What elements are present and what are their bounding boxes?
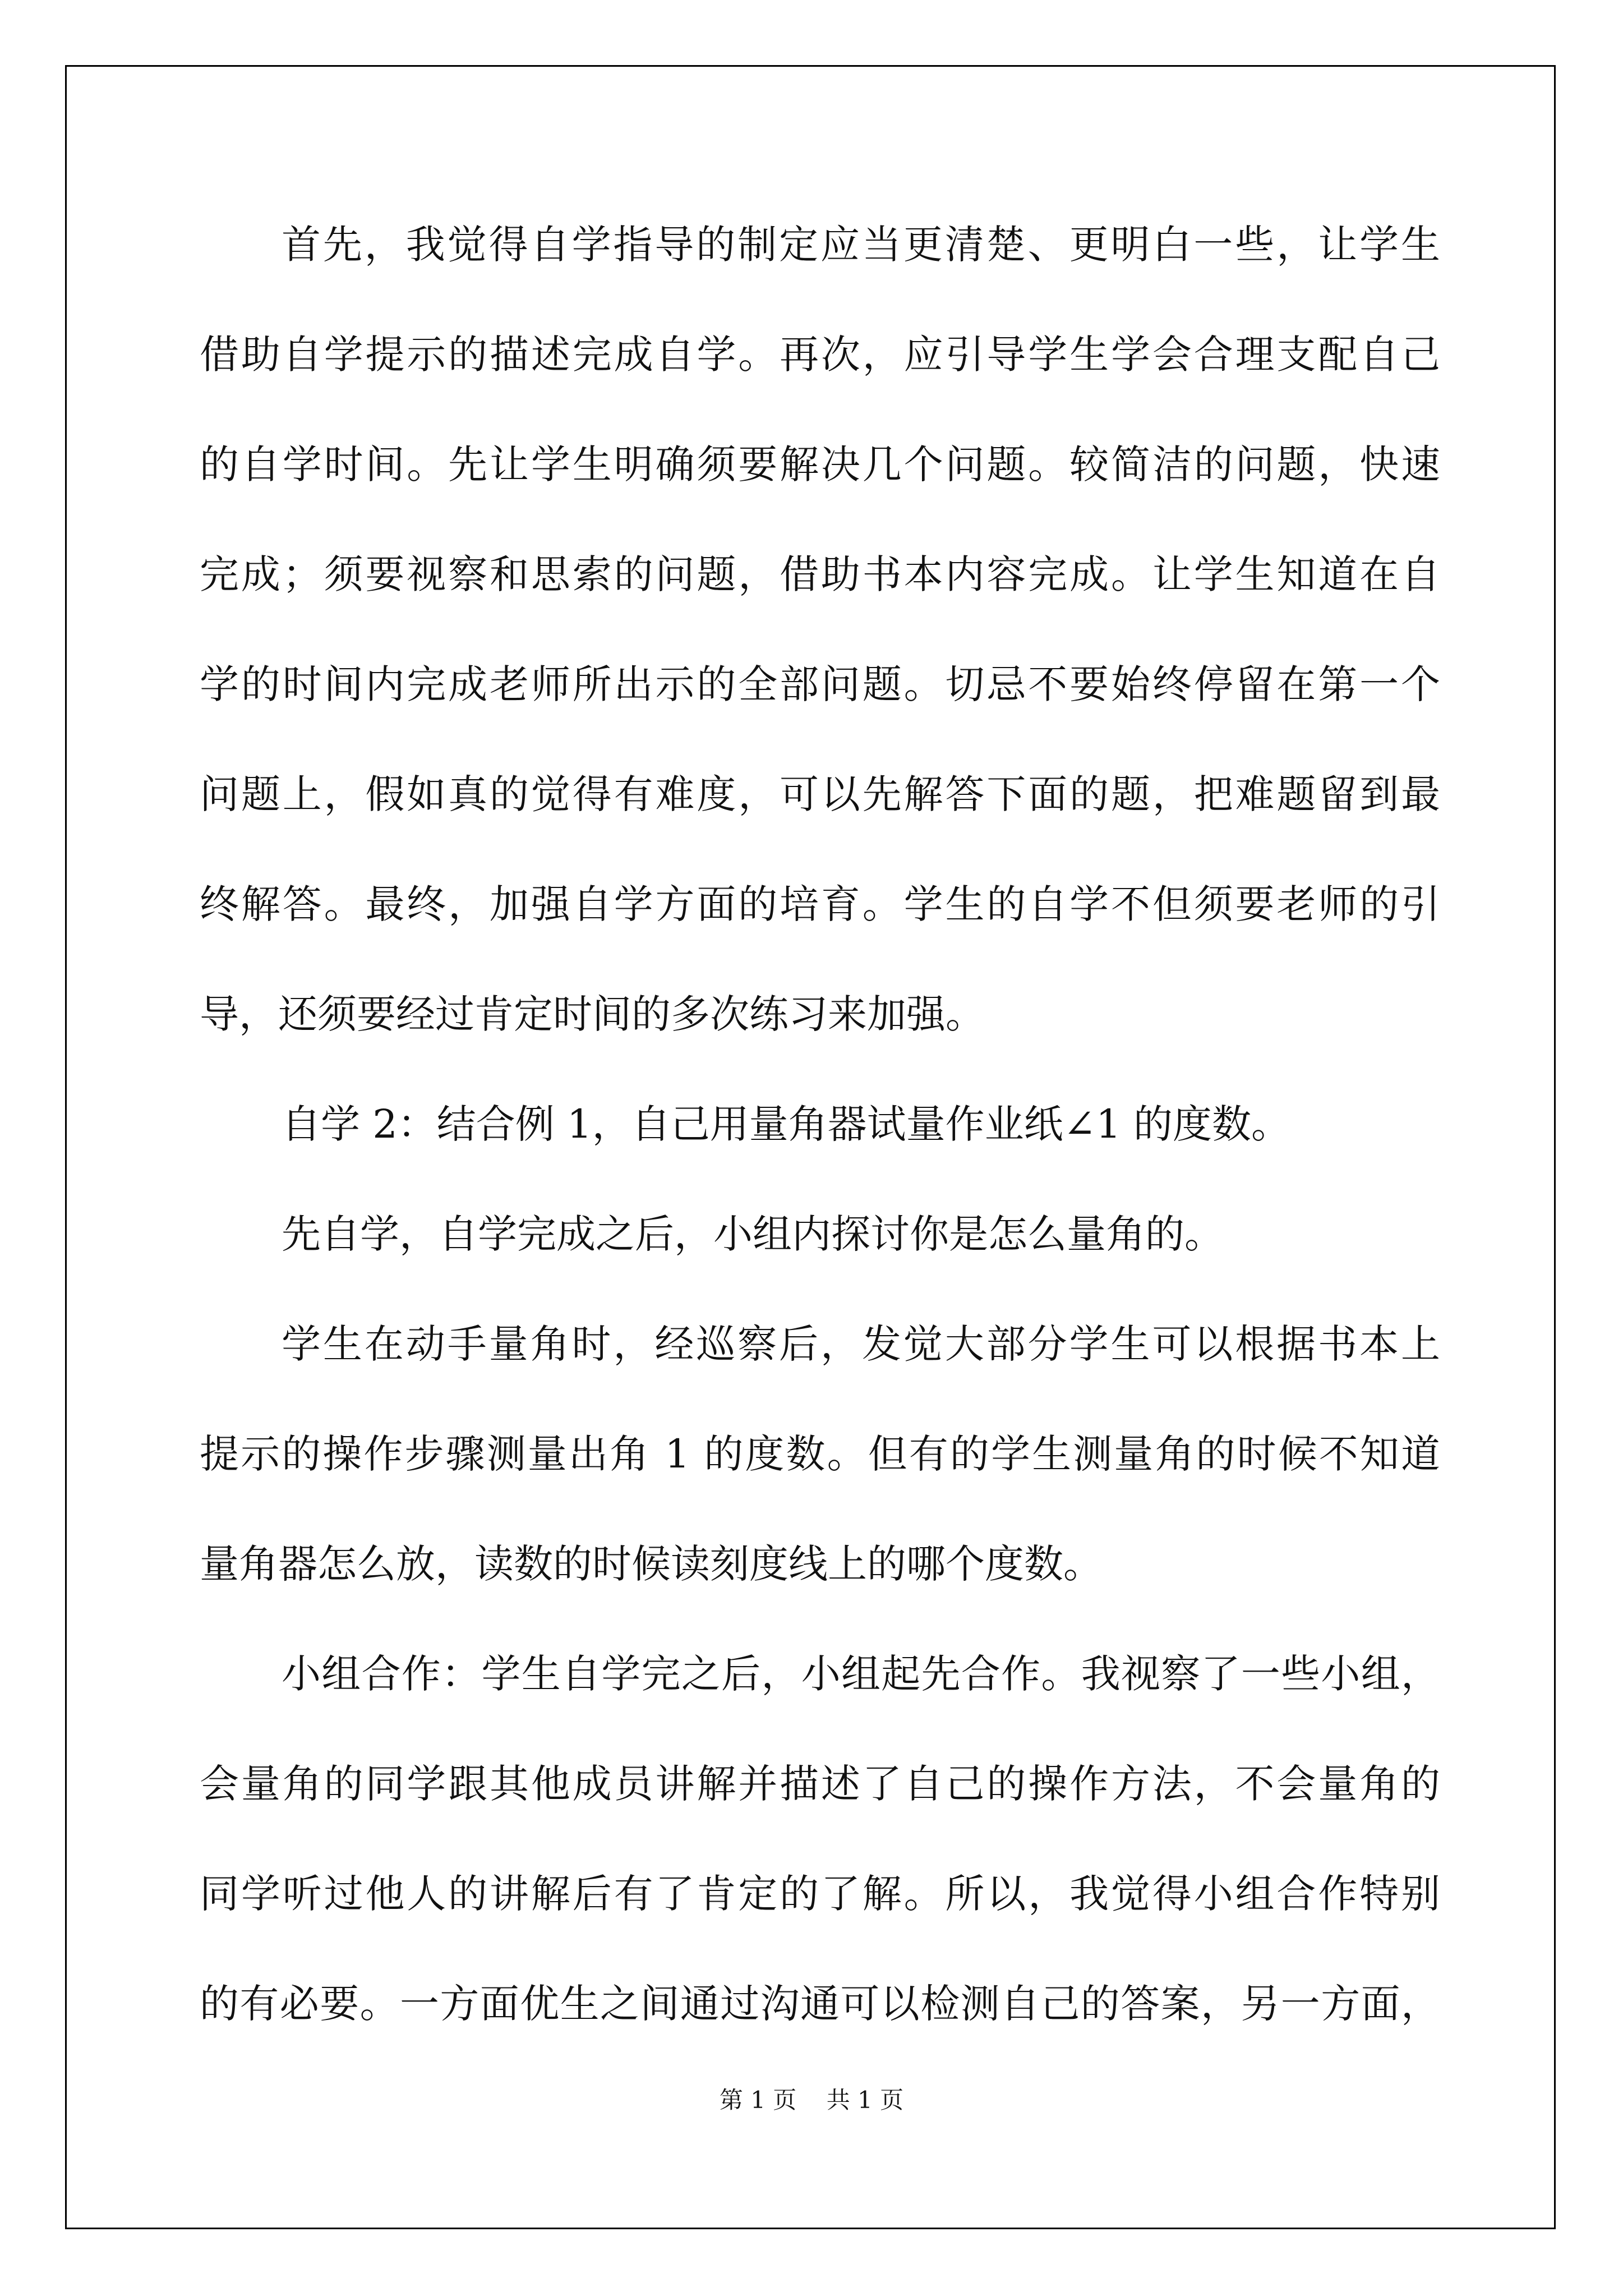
paragraph-line: 的有必要。一方面优生之间通过沟通可以检测自己的答案，另一方面， xyxy=(200,1981,1440,2027)
paragraph-line: 提示的操作步骤测量出角 1 的度数。但有的学生测量角的时候不知道 xyxy=(200,1431,1440,1477)
paragraph-line: 完成；须要视察和思索的问题，借助书本内容完成。让学生知道在自 xyxy=(200,551,1440,597)
paragraph-line: 学的时间内完成老师所出示的全部问题。切忌不要始终停留在第一个 xyxy=(200,661,1440,707)
paragraph-line: 的自学时间。先让学生明确须要解决几个问题。较简洁的问题，快速 xyxy=(200,441,1440,487)
paragraph-line: 终解答。最终，加强自学方面的培育。学生的自学不但须要老师的引 xyxy=(200,881,1440,927)
paragraph-line: 借助自学提示的描述完成自学。再次，应引导学生学会合理支配自己 xyxy=(200,332,1440,378)
paragraph-line: 先自学，自学完成之后，小组内探讨你是怎么量角的。 xyxy=(282,1211,1224,1257)
paragraph-line: 小组合作：学生自学完之后，小组起先合作。我视察了一些小组， xyxy=(282,1651,1440,1697)
paragraph-line: 导，还须要经过肯定时间的多次练习来加强。 xyxy=(200,991,985,1037)
paragraph-line: 问题上，假如真的觉得有难度，可以先解答下面的题，把难题留到最 xyxy=(200,771,1440,817)
document-body xyxy=(200,215,1440,2085)
paragraph-line: 首先，我觉得自学指导的制定应当更清楚、更明白一些，让学生 xyxy=(282,222,1440,268)
paragraph-line: 学生在动手量角时，经巡察后，发觉大部分学生可以根据书本上 xyxy=(282,1321,1440,1367)
paragraph-line: 量角器怎么放，读数的时候读刻度线上的哪个度数。 xyxy=(200,1541,1103,1587)
paragraph-line: 自学 2：结合例 1，自己用量角器试量作业纸∠1 的度数。 xyxy=(282,1101,1291,1147)
paragraph-line: 同学听过他人的讲解后有了肯定的了解。所以，我觉得小组合作特别 xyxy=(200,1871,1440,1917)
page-number: 第 1 页 共 1 页 xyxy=(719,2086,904,2114)
paragraph-line: 会量角的同学跟其他成员讲解并描述了自己的操作方法，不会量角的 xyxy=(200,1761,1440,1807)
